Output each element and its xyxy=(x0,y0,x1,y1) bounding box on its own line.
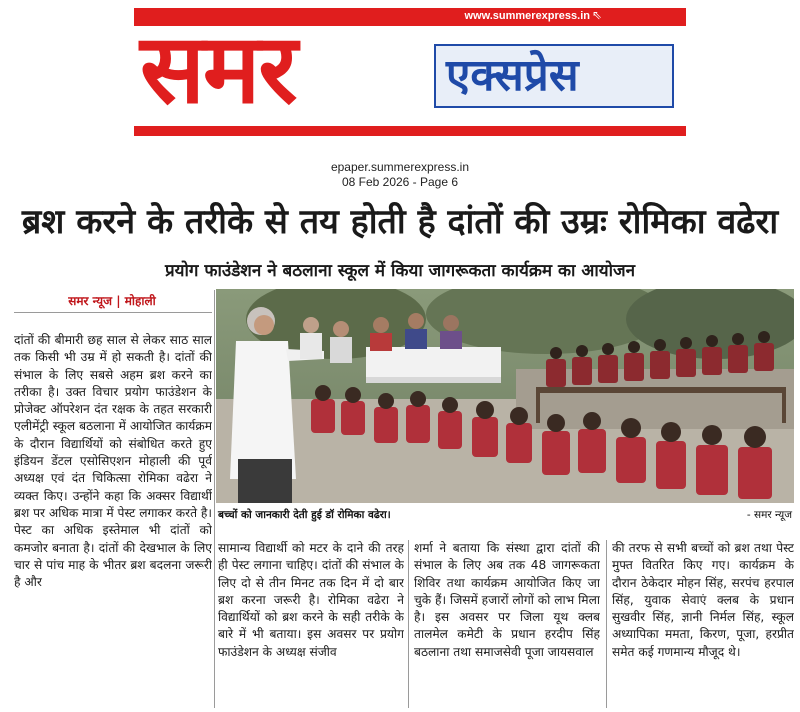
photo-caption-row xyxy=(218,508,792,524)
article-column-3: शर्मा ने बताया कि संस्था द्वारा दांतों की संभाल के लिए अब तक 48 जागरूकता शिविर तथा कार्यक्रम आयोजित किए जा चुके हैं। जिसमें हजारों लोगों को लाभ मिला है। इस अवसर पर जिला यूथ क्लब तालमेल कमेटी के प्रधान हरदीप सिंह बठलाना तथा समाजसेवी पूजा जायसवाल xyxy=(414,541,600,659)
byline-divider xyxy=(14,312,212,313)
brand-logo-main: समर xyxy=(140,13,296,125)
photo-credit: - समर न्यूज xyxy=(746,509,792,521)
cursor-icon: ⇖ xyxy=(591,8,602,22)
article-column-4: की तरफ से सभी बच्चों को ब्रश तथा पेस्ट मुफ्त वितरित किए गए। कार्यक्रम के दौरान ठेकेदार मोहन सिंह, सरपंच हरपाल सिंह, युवाक सेवाएं क्लब के प्रधान सुखवीर सिंह, ज्ञानी निर्मल सिंह, स्कूल अध्यापिका ममता, किरण, पूजा, हरप्रीत समेत कई गणमान्य मौजूद थे। xyxy=(612,541,794,659)
article-subheadline: प्रयोग फाउंडेशन ने बठलाना स्कूल में किया जागरूकता कार्यक्रम का आयोजन xyxy=(164,261,636,281)
edition-site: epaper.summerexpress.in xyxy=(330,160,470,174)
article-headline: ब्रश करने के तरीके से तय होती है दांतों की उम्रः रोमिका वढेरा xyxy=(21,202,779,242)
column-divider xyxy=(606,540,607,708)
edition-date-page: 08 Feb 2026 - Page 6 xyxy=(341,175,459,189)
article-column-1: दांतों की बीमारी छह साल से लेकर साठ साल तक किसी भी उम्र में हो सकती है। दांतों की संभाल के लिए सबसे अहम ब्रश करने का तरीका है। उक्त विचार प्रयोग फाउंडेशन के प्रोजेक्ट ऑपरेशन दंत रक्षक के तहत सरकारी एलीमेंट्री स्कूल बठलाना में आयोजित कार्यक्रम के दौरान विद्यार्थियों को संबोधित करते हुए इंडियन डेंटल एसोसिएशन मोहाली की पूर्व अध्यक्ष एवं दंत चिकित्सा रोमिका वढेरा ने व्यक्त किए। उन्होंने कहा कि अक्सर विद्यार्थी ब्रश पर अधिक मात्रा में पेस्ट लगाकर करते है। पेस्ट का अधिक इस्तेमाल भी दांतों को कमजोर बनाता है। दांतों की देखभाल के लिए चार से पांच माह के भीतर ब्रश बदलना जरूरी है और xyxy=(14,333,212,590)
article-column-2: सामान्य विद्यार्थी को मटर के दाने की तरह ही पेस्ट लगाना चाहिए। दांतों की संभाल के लिए दो से तीन मिनट तक दिन में दो बार ब्रश करना जरूरी है। रोमिका वढेरा ने विद्यार्थियों को ब्रश करने के सही तरीके के बारे में भी बताया। इस अवसर पर प्रयोग फाउंडेशन के अध्यक्ष संजीव xyxy=(218,541,404,659)
masthead-url[interactable]: www.summerexpress.in xyxy=(464,10,590,22)
masthead xyxy=(134,8,686,132)
article-photo xyxy=(216,289,794,503)
masthead-bottom-bar xyxy=(134,126,686,136)
brand-logo-sub: एक्सप्रेस xyxy=(446,50,579,101)
column-divider xyxy=(214,290,215,708)
article-byline: समर न्यूज | मोहाली xyxy=(68,294,156,308)
column-divider xyxy=(408,540,409,708)
photo-caption: बच्चों को जानकारी देती हुई डॉ रोमिका वढेरा। xyxy=(218,509,391,521)
